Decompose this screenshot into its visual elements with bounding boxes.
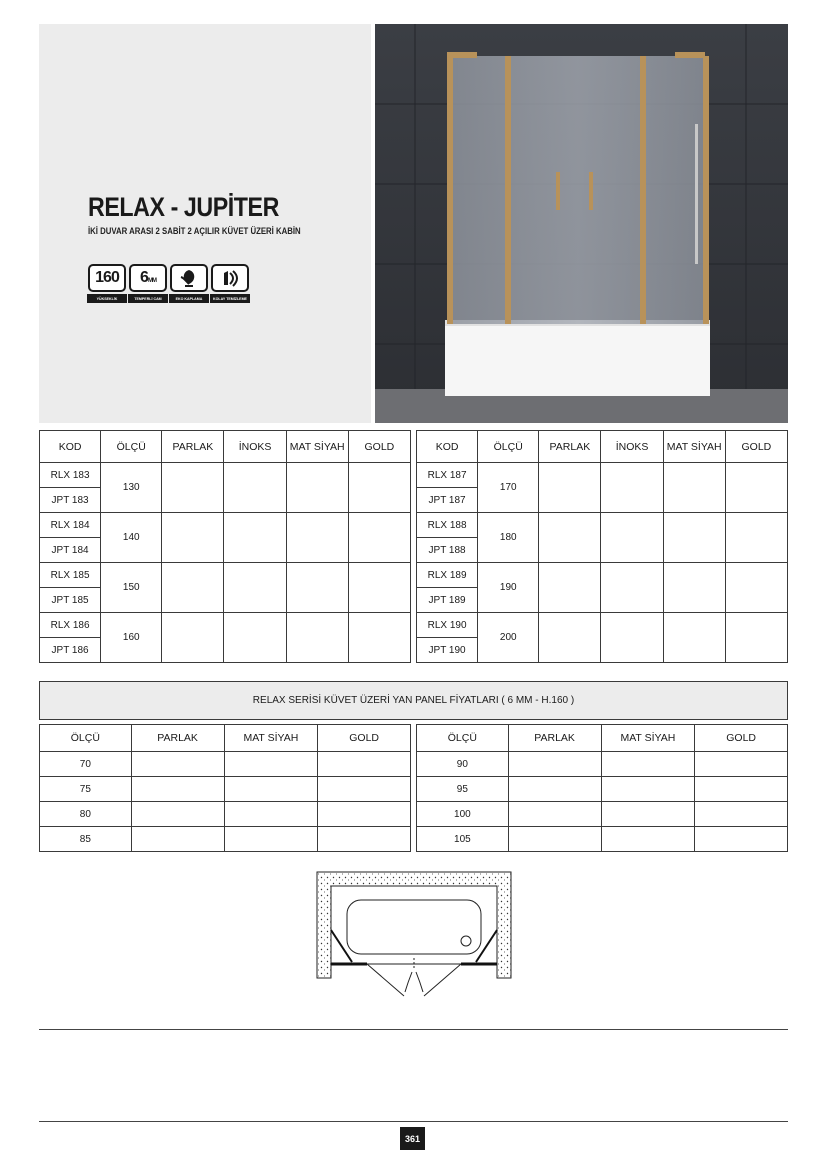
feature-icons [88,264,249,303]
product-code: JPT 189 [417,588,478,613]
header-mat-siyah: MAT SİYAH [663,431,725,463]
price-cell [318,827,411,852]
price-cell [224,563,286,613]
price-cell [224,752,318,777]
header-mat-siyah: MAT SİYAH [286,431,348,463]
table-row [417,463,788,488]
header-inoks: İNOKS [224,431,286,463]
glass-value [140,269,156,287]
price-cell [224,613,286,663]
header-kod: KOD [417,431,478,463]
table-row [40,777,411,802]
size-cell: 95 [417,777,509,802]
height-value: 160 [95,269,119,286]
header-olcu: ÖLÇÜ [40,725,132,752]
price-table-right [416,430,788,663]
price-cell [224,777,318,802]
product-code: RLX 187 [417,463,478,488]
price-cell [663,513,725,563]
table-row [417,563,788,588]
glass-unit: MM [147,278,156,284]
table-row [40,613,411,638]
price-table-header [417,431,788,463]
price-cell [663,563,725,613]
price-cell [318,777,411,802]
size-cell: 105 [417,827,509,852]
table-row [417,827,788,852]
size-cell: 90 [417,752,509,777]
price-cell [725,613,787,663]
side-panel-table-right [416,724,788,852]
product-code: RLX 184 [40,513,101,538]
price-cell [162,463,224,513]
side-panel-header [40,725,411,752]
product-code: JPT 190 [417,638,478,663]
price-cell [725,463,787,513]
table-row [40,802,411,827]
header-olcu: ÖLÇÜ [101,431,162,463]
price-cell [348,613,410,663]
price-cell [286,613,348,663]
product-code: RLX 185 [40,563,101,588]
size-cell: 85 [40,827,132,852]
price-cell [663,613,725,663]
price-cell [601,752,695,777]
table-row [417,777,788,802]
price-cell [318,802,411,827]
top-view-plan [314,870,514,1000]
price-cell [131,827,224,852]
price-cell [131,752,224,777]
price-cell [695,827,788,852]
glass-label: TEMPERLİ CAM [128,294,168,303]
product-code: RLX 183 [40,463,101,488]
price-cell [539,513,601,563]
price-cell [539,563,601,613]
price-cell [539,463,601,513]
eco-label: EKO KAPLAMA [169,294,209,303]
price-cell [162,613,224,663]
price-cell [286,563,348,613]
price-cell [601,513,663,563]
glass-number: 6 [140,269,148,286]
price-cell [508,777,601,802]
divider-bottom [39,1121,788,1122]
price-cell [695,802,788,827]
price-cell [162,563,224,613]
price-cell [601,613,663,663]
height-icon [88,264,126,292]
size-cell: 80 [40,802,132,827]
table-row [40,827,411,852]
header-kod: KOD [40,431,101,463]
page-number: 361 [400,1127,425,1150]
feature-eco [170,264,208,303]
price-cell [601,802,695,827]
price-cell [725,513,787,563]
product-code: JPT 184 [40,538,101,563]
product-code: RLX 186 [40,613,101,638]
price-cell [508,827,601,852]
price-cell [224,827,318,852]
table-row [40,752,411,777]
size-cell: 180 [478,513,539,563]
product-code: JPT 187 [417,488,478,513]
price-cell [131,802,224,827]
feature-height [88,264,126,303]
header-mat-siyah: MAT SİYAH [601,725,695,752]
feature-clean [211,264,249,303]
height-label: YÜKSEKLİK [87,294,127,303]
header-gold: GOLD [318,725,411,752]
price-cell [318,752,411,777]
header-gold: GOLD [695,725,788,752]
price-cell [539,613,601,663]
header-parlak: PARLAK [508,725,601,752]
price-cell [224,802,318,827]
header-mat-siyah: MAT SİYAH [224,725,318,752]
easy-clean-icon [211,264,249,292]
price-table-left [39,430,411,663]
price-cell [508,802,601,827]
clean-label: KOLAY TEMİZLEME [210,294,250,303]
product-code: JPT 186 [40,638,101,663]
header-gold: GOLD [725,431,787,463]
size-cell: 140 [101,513,162,563]
size-cell: 75 [40,777,132,802]
product-title: RELAX - JUPİTER [88,192,279,222]
price-cell [601,777,695,802]
price-cell [601,463,663,513]
price-cell [131,777,224,802]
product-code: JPT 183 [40,488,101,513]
size-cell: 200 [478,613,539,663]
size-cell: 190 [478,563,539,613]
price-cell [601,827,695,852]
table-row [40,513,411,538]
header-parlak: PARLAK [162,431,224,463]
side-panel-header [417,725,788,752]
plan-diagram [314,870,514,1000]
product-photo [375,24,788,423]
price-cell [286,513,348,563]
product-subtitle: İKİ DUVAR ARASI 2 SABİT 2 AÇILIR KÜVET ÜZERİ KABİN [88,226,301,237]
hero-info-panel [39,24,371,423]
table-row [40,563,411,588]
divider-top [39,1029,788,1030]
table-row [417,513,788,538]
shower-cabin-image [375,24,788,423]
size-cell: 170 [478,463,539,513]
header-parlak: PARLAK [131,725,224,752]
product-code: RLX 189 [417,563,478,588]
price-cell [508,752,601,777]
product-code: JPT 185 [40,588,101,613]
header-parlak: PARLAK [539,431,601,463]
header-olcu: ÖLÇÜ [417,725,509,752]
price-cell [695,752,788,777]
size-cell: 100 [417,802,509,827]
price-cell [348,513,410,563]
price-cell [224,513,286,563]
size-cell: 150 [101,563,162,613]
size-cell: 130 [101,463,162,513]
price-cell [725,563,787,613]
side-panel-table-left [39,724,411,852]
product-code: RLX 190 [417,613,478,638]
product-code: RLX 188 [417,513,478,538]
product-code: JPT 188 [417,538,478,563]
header-olcu: ÖLÇÜ [478,431,539,463]
table-row [417,613,788,638]
glass-thickness-icon [129,264,167,292]
price-cell [601,563,663,613]
price-cell [224,463,286,513]
size-cell: 70 [40,752,132,777]
price-cell [695,777,788,802]
table-row [417,802,788,827]
size-cell: 160 [101,613,162,663]
price-cell [286,463,348,513]
price-cell [348,563,410,613]
price-cell [348,463,410,513]
table-row [417,752,788,777]
price-table-header [40,431,411,463]
eco-leaf-icon [170,264,208,292]
header-inoks: İNOKS [601,431,663,463]
header-gold: GOLD [348,431,410,463]
price-cell [162,513,224,563]
feature-glass [129,264,167,303]
table-row [40,463,411,488]
price-cell [663,463,725,513]
side-panel-title: RELAX SERİSİ KÜVET ÜZERİ YAN PANEL FİYATLARI ( 6 MM - H.160 ) [39,681,788,720]
